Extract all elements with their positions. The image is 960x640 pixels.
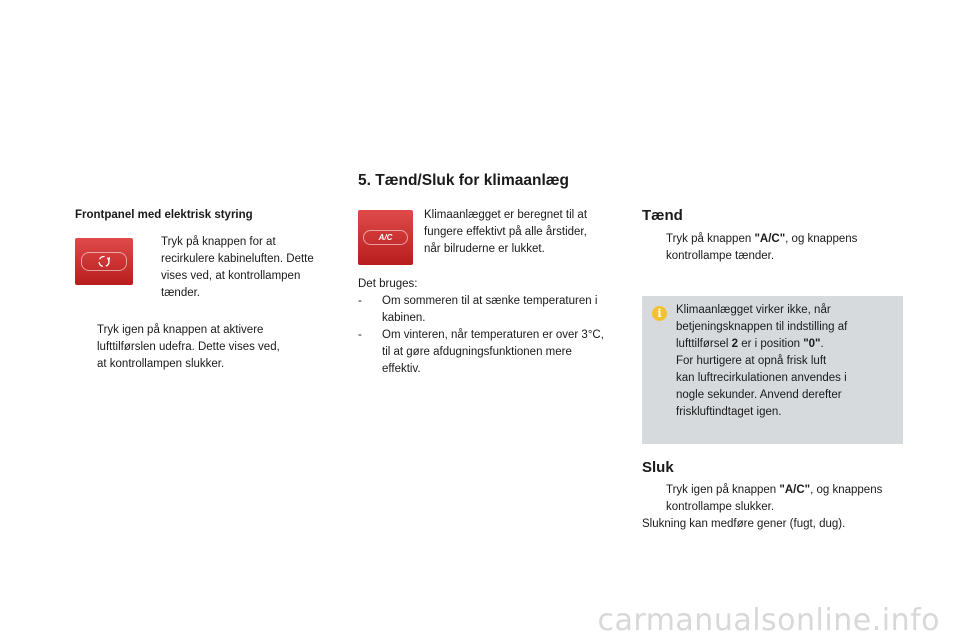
text-line: kabinen. <box>382 312 426 324</box>
text-line: lufttilførsel 2 er i position "0". <box>676 338 824 350</box>
recirculation-button-image <box>75 238 133 285</box>
ac-intro <box>424 207 624 258</box>
on-bullet <box>642 231 902 265</box>
text-line: Klimaanlægget virker ikke, når <box>676 304 831 316</box>
info-icon: i <box>652 306 667 321</box>
watermark: carmanualsonline.info <box>597 603 940 638</box>
usage-item <box>358 293 628 327</box>
text-line: til at gøre afdugningsfunktionen mere <box>382 346 572 358</box>
text-line: at kontrollampen slukker. <box>97 358 225 370</box>
heading-taend: Tænd <box>642 207 683 224</box>
text-line: friskluftindtaget igen. <box>676 406 782 418</box>
text-line: Tryk på knappen for at <box>161 236 276 248</box>
section-title: 5. Tænd/Sluk for klimaanlæg <box>358 172 570 189</box>
frontpanel-subtitle: Frontpanel med elektrisk styring <box>75 209 253 221</box>
text-line: Om vinteren, når temperaturen er over 3°C, <box>382 329 604 341</box>
text-line: Om sommeren til at sænke temperaturen i <box>382 295 598 307</box>
text-line: Tryk igen på knappen at aktivere <box>97 324 264 336</box>
text-line: kontrollampe slukker. <box>666 501 775 513</box>
text-line: recirkulere kabineluften. Dette <box>161 253 314 265</box>
text-line: fungere effektivt på alle årstider, <box>424 226 587 238</box>
info-box <box>642 296 903 444</box>
text-line: kontrollampe tænder. <box>666 250 775 262</box>
usage-block <box>358 276 628 378</box>
ac-button-image <box>358 210 413 265</box>
text-line: Tryk igen på knappen "A/C", og knappens <box>666 484 883 496</box>
text-line: lufttilførslen udefra. Dette vises ved, <box>97 341 280 353</box>
text-line: når bilruderne er lukket. <box>424 243 545 255</box>
text-line: effektiv. <box>382 363 421 375</box>
dash-marker: - <box>358 329 362 341</box>
usage-label: Det bruges: <box>358 278 418 290</box>
text-line: vises ved, at kontrollampen <box>161 270 301 282</box>
usage-item <box>358 327 628 378</box>
text-line: Tryk på knappen "A/C", og knappens <box>666 233 858 245</box>
text-line: nogle sekunder. Anvend derefter <box>676 389 842 401</box>
ac-button-label: A/C <box>378 233 393 242</box>
text-line: Klimaanlægget er beregnet til at <box>424 209 588 221</box>
dash-marker: - <box>358 295 362 307</box>
off-note: Slukning kan medføre gener (fugt, dug). <box>642 518 846 530</box>
text-line: For hurtigere at opnå frisk luft <box>676 355 827 367</box>
heading-sluk: Sluk <box>642 459 674 476</box>
off-bullet <box>642 482 912 533</box>
text-line: betjeningsknappen til indstilling af <box>676 321 848 333</box>
recirculation-icon <box>75 238 133 285</box>
text-line: kan luftrecirkulationen anvendes i <box>676 372 847 384</box>
text-line: tænder. <box>161 287 200 299</box>
left-bullet-1 <box>142 234 322 302</box>
left-bullet-2 <box>75 322 320 373</box>
